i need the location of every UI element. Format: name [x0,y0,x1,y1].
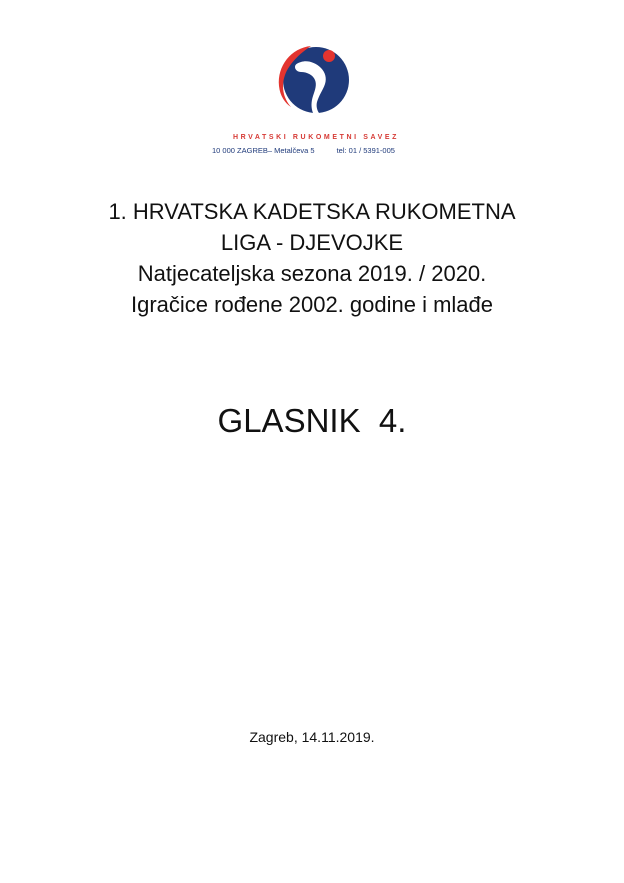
bulletin-title: GLASNIK 4. [217,402,407,439]
place-and-date: Zagreb, 14.11.2019. [249,729,375,745]
handball-player-logo-icon [271,40,353,116]
heading-line-league: 1. HRVATSKA KADETSKA RUKOMETNA [108,199,516,224]
organization-address: 10 000 ZAGREB– Metalčeva 5 [212,146,315,155]
heading-line-category: LIGA - DJEVOJKE [220,230,404,255]
heading-line-season: Natjecateljska sezona 2019. / 2020. [137,261,487,286]
organization-phone: tel: 01 / 5391-005 [336,146,395,155]
organization-name: HRVATSKI RUKOMETNI SAVEZ [232,134,400,141]
heading-line-eligibility: Igračice rođene 2002. godine i mlađe [130,292,494,317]
organization-contact [212,146,395,155]
document-heading [0,196,624,320]
